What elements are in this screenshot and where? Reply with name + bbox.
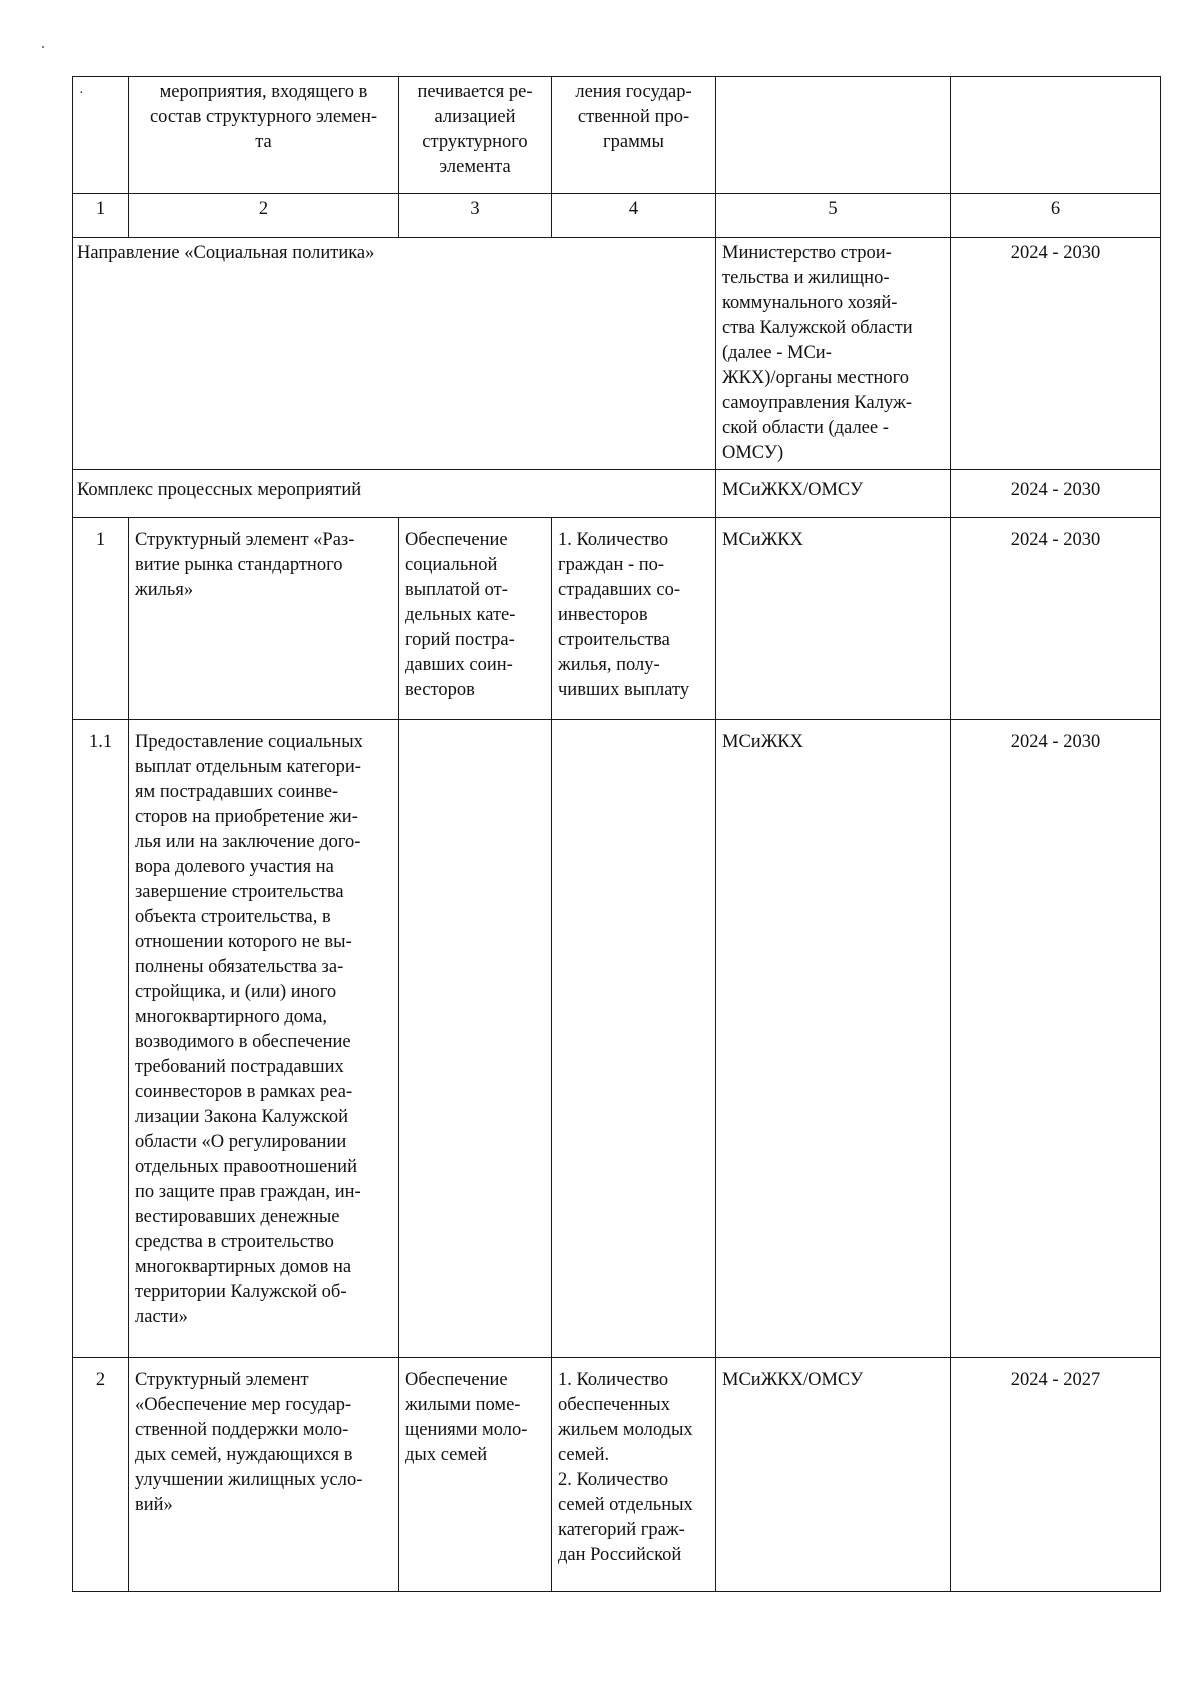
row-indicator: 1. Количество граждан - по- страдавших со- инвесторов строительства жилья, полу- чивших выплату	[552, 518, 716, 720]
row-number: 1.1	[73, 720, 129, 1358]
table-row	[73, 720, 1161, 1358]
row-period: 2024 - 2030	[951, 720, 1161, 1358]
row-responsible: МСиЖКХ	[716, 720, 951, 1358]
column-number-3: 3	[399, 194, 552, 238]
complex-period: 2024 - 2030	[951, 470, 1161, 518]
header-cell-2: мероприятия, входящего в состав структурного элемен- та	[129, 77, 399, 194]
row-indicator: 1. Количество обеспеченных жильем молодых семей. 2. Количество семей отдельных категорий граж- дан Российской	[552, 1358, 716, 1592]
direction-period: 2024 - 2030	[951, 238, 1161, 470]
column-number-6: 6	[951, 194, 1161, 238]
header-cell-3: печивается ре- ализацией структурного элемента	[399, 77, 552, 194]
header-cell-5	[716, 77, 951, 194]
table-row	[73, 1358, 1161, 1592]
column-number-2: 2	[129, 194, 399, 238]
complex-title: Комплекс процессных мероприятий	[73, 470, 716, 518]
column-number-1: 1	[73, 194, 129, 238]
direction-responsible: Министерство строи- тельства и жилищно- коммунального хозяй- ства Калужской области (далее - МСи- ЖКХ)/органы местного самоуправления Калуж- ской области (далее - ОМСУ)	[716, 238, 951, 470]
row-name: Предоставление социальных выплат отдельным категори- ям пострадавших соинве- сторов на приобретение жи- лья или на заключение дого- вора долевого участия на завершение строительства объекта строительства, в отношении которого не вы- полнены обязательства за- стройщика, и (или) иного многоквартирного дома, возводимого в обеспечение требований пострадавших соинвесторов в рамках реа- лизации Закона Калужской области «О регулировании отдельных правоотношений по защите прав граждан, ин- вестировавших денежные средства в строительство многоквартирных домов на территории Калужской об- ласти»	[129, 720, 399, 1358]
direction-row	[73, 238, 1161, 470]
scan-speck	[42, 46, 44, 48]
header-cell-1-text: ·	[79, 86, 84, 101]
header-cell-6	[951, 77, 1161, 194]
row-responsible: МСиЖКХ	[716, 518, 951, 720]
row-period: 2024 - 2027	[951, 1358, 1161, 1592]
header-cell-4: ления государ- ственной про- граммы	[552, 77, 716, 194]
complex-row	[73, 470, 1161, 518]
complex-responsible: МСиЖКХ/ОМСУ	[716, 470, 951, 518]
row-responsible: МСиЖКХ/ОМСУ	[716, 1358, 951, 1592]
row-name: Структурный элемент «Обеспечение мер государ- ственной поддержки моло- дых семей, нуждающихся в улучшении жилищных усло- вий»	[129, 1358, 399, 1592]
row-indicator	[552, 720, 716, 1358]
header-continuation-row	[73, 77, 1161, 194]
row-task: Обеспечение социальной выплатой от- дельных кате- горий постра- давших соин- весторов	[399, 518, 552, 720]
column-numbers-row	[73, 194, 1161, 238]
direction-title: Направление «Социальная политика»	[73, 238, 716, 470]
row-number: 1	[73, 518, 129, 720]
header-cell-1	[73, 77, 129, 194]
row-task: Обеспечение жилыми поме- щениями моло- дых семей	[399, 1358, 552, 1592]
row-period: 2024 - 2030	[951, 518, 1161, 720]
column-number-4: 4	[552, 194, 716, 238]
row-task	[399, 720, 552, 1358]
column-number-5: 5	[716, 194, 951, 238]
table-row	[73, 518, 1161, 720]
row-name: Структурный элемент «Раз- витие рынка стандартного жилья»	[129, 518, 399, 720]
row-number: 2	[73, 1358, 129, 1592]
measures-table	[72, 76, 1161, 1592]
